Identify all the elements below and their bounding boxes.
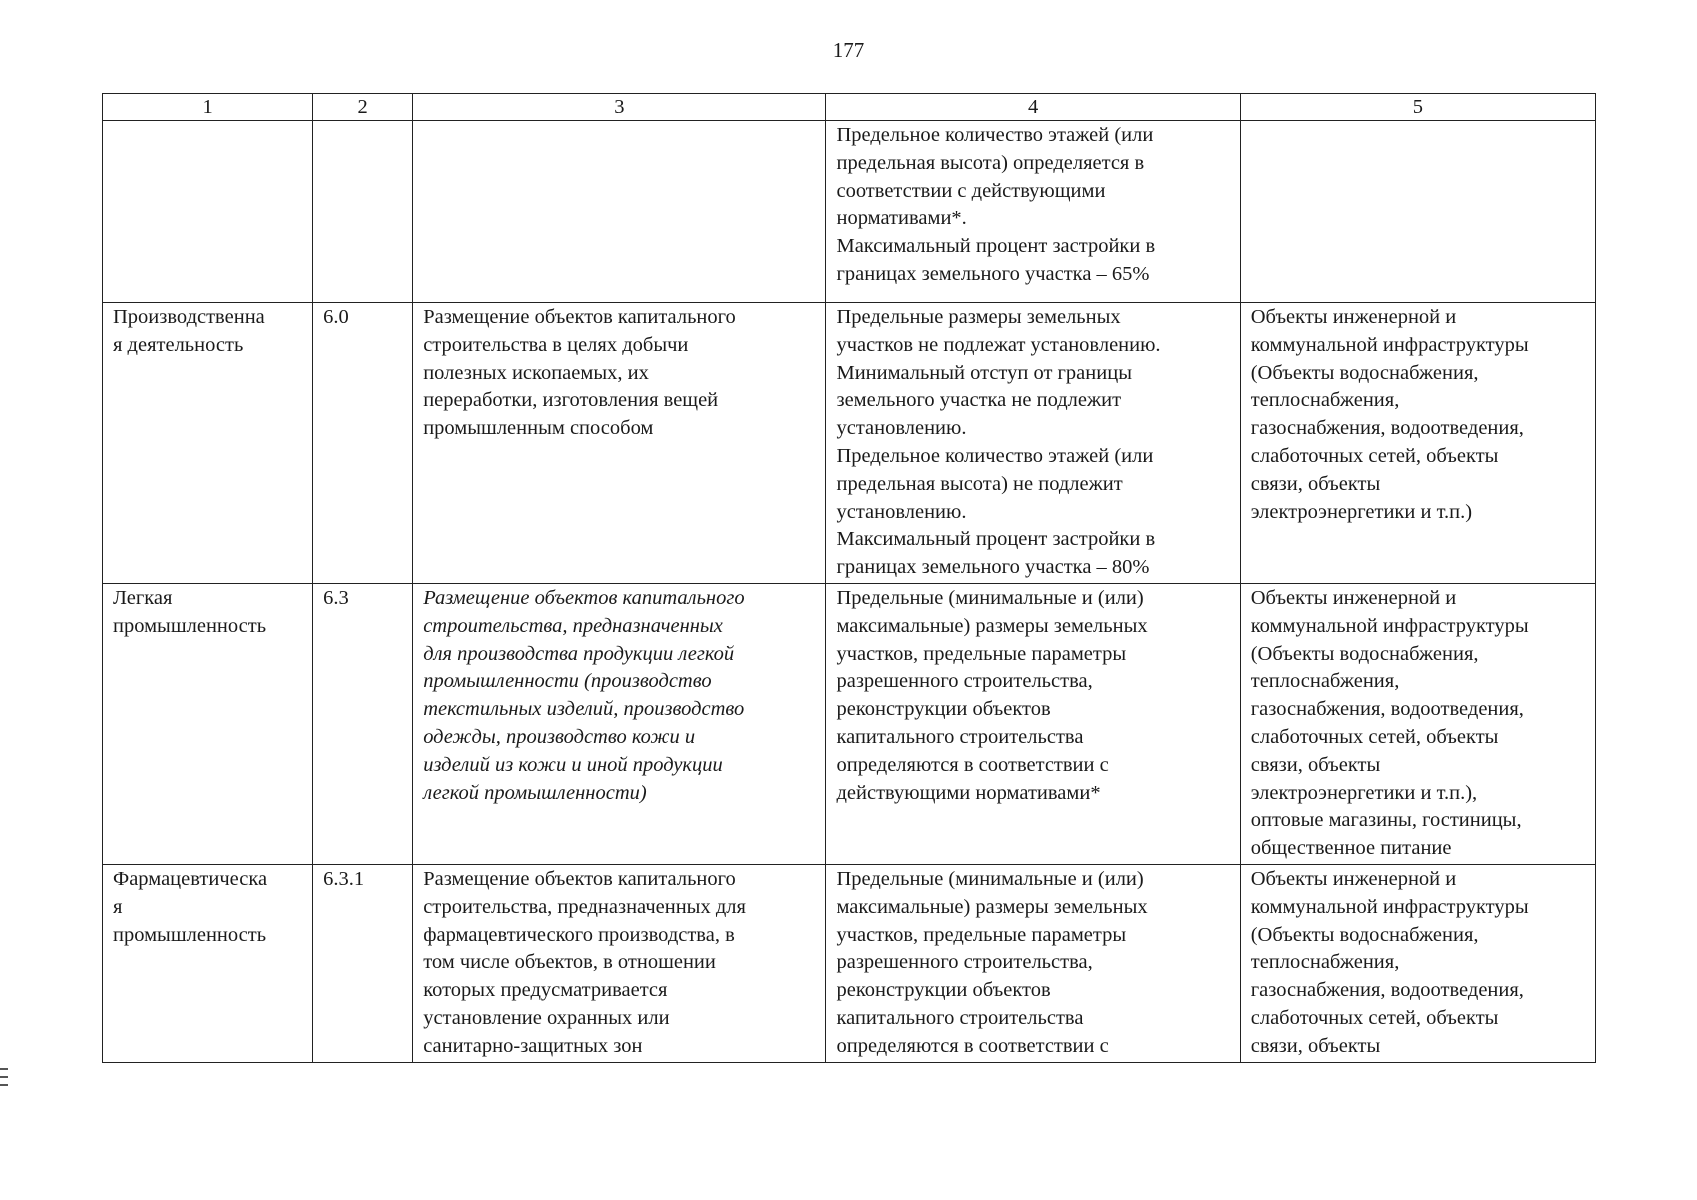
table-row (103, 121, 1596, 303)
land-use-name-cell: Производственна я деятельность (103, 303, 313, 584)
table-row (103, 864, 1596, 1062)
description-cell: Размещение объектов капитального строительства в целях добычи полезных ископаемых, их переработки, изготовления вещей промышленным способом (413, 303, 826, 584)
code-cell (313, 121, 413, 303)
column-header-5: 5 (1240, 94, 1595, 121)
auxiliary-uses-cell (1240, 121, 1595, 303)
column-header-3: 3 (413, 94, 826, 121)
scan-edge-marks (0, 1068, 8, 1094)
description-cell (413, 121, 826, 303)
auxiliary-uses-cell: Объекты инженерной и коммунальной инфраструктуры (Объекты водоснабжения, теплоснабжения, газоснабжения, водоотведения, слаботочных сетей, объекты связи, объекты электроэнергетики и т.п.) (1240, 303, 1595, 584)
land-use-name-cell: Легкая промышленность (103, 583, 313, 864)
description-cell: Размещение объектов капитального строительства, предназначенных для фармацевтического производства, в том числе объектов, в отношении которых предусматривается установление охранных или санитарно-защитных зон (413, 864, 826, 1062)
code-cell: 6.3.1 (313, 864, 413, 1062)
page-number: 177 (832, 38, 865, 62)
land-use-name-cell: Фармацевтическа я промышленность (103, 864, 313, 1062)
column-header-1: 1 (103, 94, 313, 121)
auxiliary-uses-cell: Объекты инженерной и коммунальной инфраструктуры (Объекты водоснабжения, теплоснабжения, газоснабжения, водоотведения, слаботочных сетей, объекты связи, объекты (1240, 864, 1595, 1062)
auxiliary-uses-cell: Объекты инженерной и коммунальной инфраструктуры (Объекты водоснабжения, теплоснабжения, газоснабжения, водоотведения, слаботочных сетей, объекты связи, объекты электроэнергетики и т.п.), оптовые магазины, гостиницы, общественное питание (1240, 583, 1595, 864)
regulations-table (102, 93, 1596, 1063)
parameters-cell: Предельное количество этажей (или предельная высота) определяется в соответствии с действующими нормативами*. Максимальный процент застройки в границах земельного участка – 65% (826, 121, 1240, 303)
header-row (103, 94, 1596, 121)
column-header-2: 2 (313, 94, 413, 121)
code-cell: 6.3 (313, 583, 413, 864)
parameters-cell: Предельные (минимальные и (или) максимальные) размеры земельных участков, предельные параметры разрешенного строительства, реконструкции объектов капитального строительства определяются в соответствии с (826, 864, 1240, 1062)
table-header (103, 94, 1596, 121)
description-cell: Размещение объектов капитального строительства, предназначенных для производства продукции легкой промышленности (производство текстильных изделий, производство одежды, производство кожи и изделий из кожи и иной продукции легкой промышленности) (413, 583, 826, 864)
table-body (103, 121, 1596, 1063)
parameters-cell: Предельные (минимальные и (или) максимальные) размеры земельных участков, предельные параметры разрешенного строительства, реконструкции объектов капитального строительства определяются в соответствии с действующими нормативами* (826, 583, 1240, 864)
land-use-name-cell (103, 121, 313, 303)
code-cell: 6.0 (313, 303, 413, 584)
column-header-4: 4 (826, 94, 1240, 121)
parameters-cell: Предельные размеры земельных участков не подлежат установлению. Минимальный отступ от границы земельного участка не подлежит установлению. Предельное количество этажей (или предельная высота) не подлежит установлению. Максимальный процент застройки в границах земельного участка – 80% (826, 303, 1240, 584)
table-row (103, 303, 1596, 584)
table-row (103, 583, 1596, 864)
